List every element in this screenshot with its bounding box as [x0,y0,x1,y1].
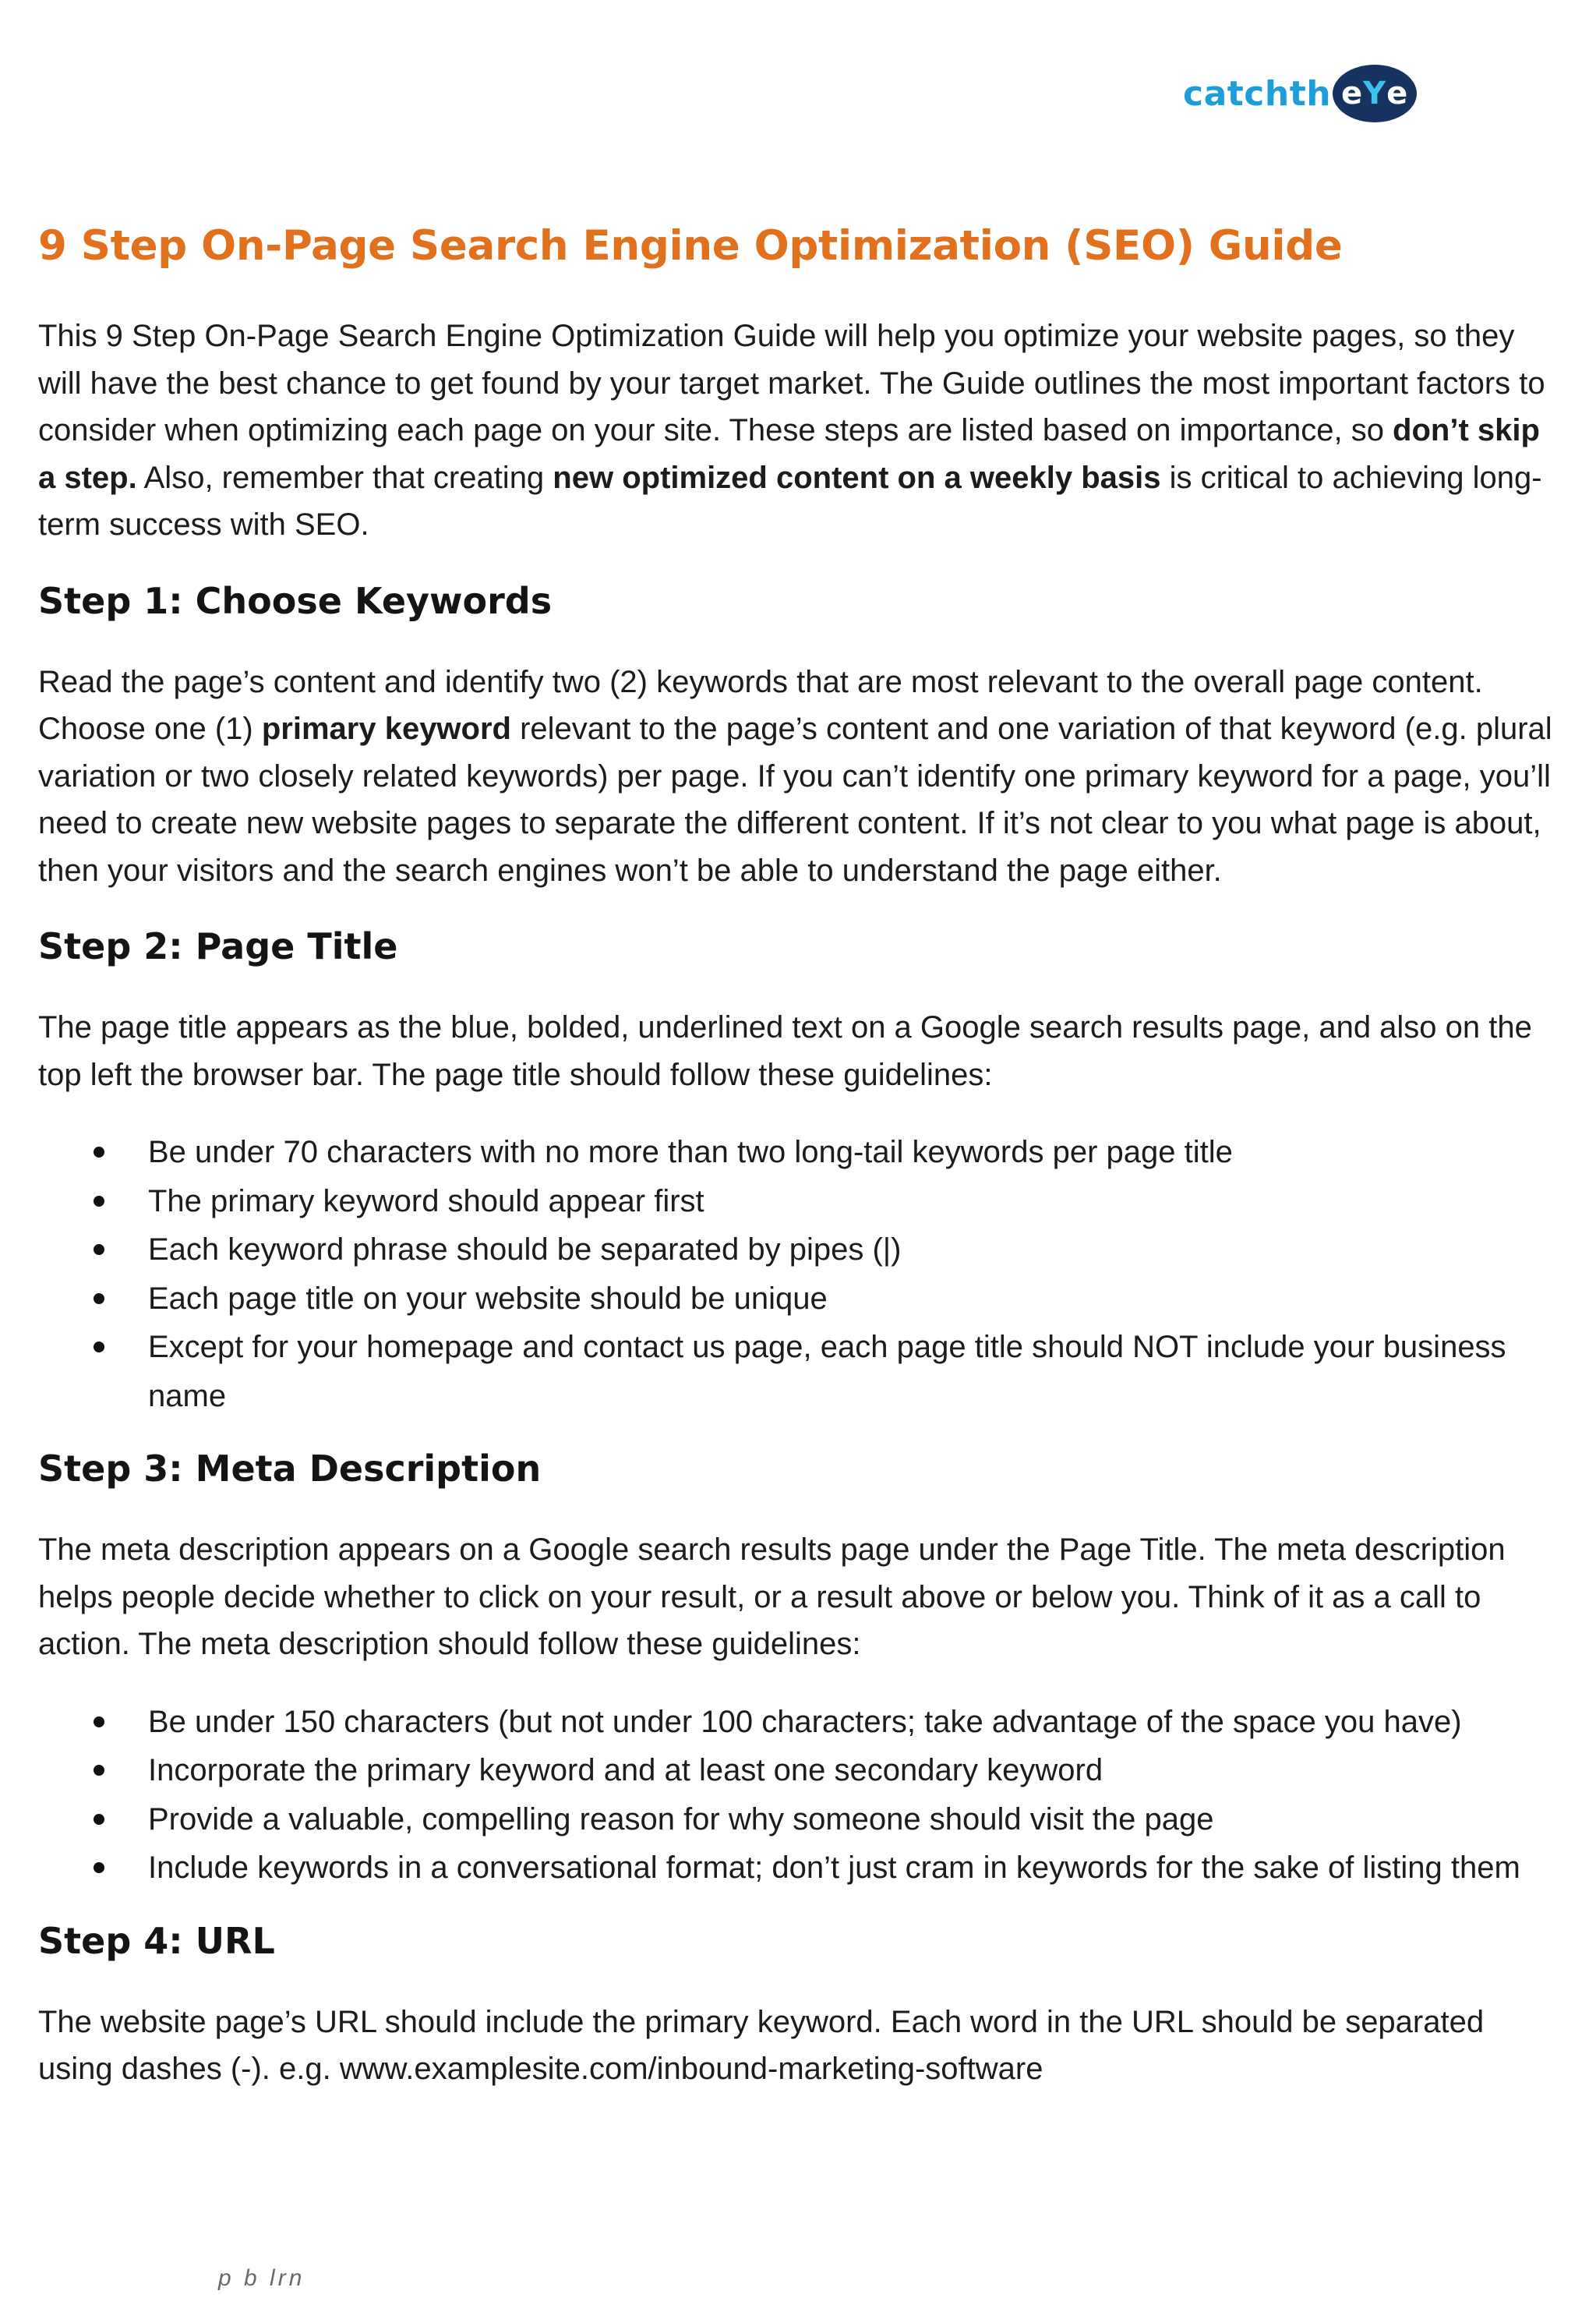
intro-text-3: is critical to achieving long-term success with SEO. [38,460,1542,542]
logo-eye-letter-2: Y [1363,76,1387,111]
intro-paragraph [38,313,1558,549]
footer-scan-mark: p b lrn [218,2265,305,2291]
step3-paragraph: The meta description appears on a Google search results page under the Page Title. The meta description helps people decide whether to click on your result, or a result above or below you. Think of it as a call to action. The meta description should follow these guidelines: [38,1532,1506,1661]
list-item: Include keywords in a conversational format; don’t just cram in keywords for the sake of listing them [38,1844,1558,1893]
logo-eye-letter-3: e [1386,76,1409,111]
intro-text-2: Also, remember that creating [136,460,553,495]
list-item: Each keyword phrase should be separated by pipes (|) [38,1225,1558,1274]
step3-guidelines-list [38,1698,1558,1893]
step3-heading: Step 3: Meta Description [38,1448,542,1490]
page-title: 9 Step On-Page Search Engine Optimization (SEO) Guide [38,222,1343,270]
step1-paragraph [38,659,1558,895]
list-item: Each page title on your website should be unique [38,1274,1558,1324]
step1-bold-1: primary keyword [261,712,511,746]
list-item: The primary keyword should appear first [38,1177,1558,1226]
list-item: Except for your homepage and contact us page, each page title should NOT include your business name [38,1323,1558,1420]
list-item: Be under 150 characters (but not under 100 characters; take advantage of the space you have) [38,1698,1558,1747]
list-item: Provide a valuable, compelling reason for why someone should visit the page [38,1795,1558,1844]
logo-eye-letter-1: e [1340,76,1364,111]
step2-heading: Step 2: Page Title [38,925,398,967]
step2-paragraph: The page title appears as the blue, bolded, underlined text on a Google search results page, and also on the top left the browser bar. The page title should follow these guidelines: [38,1010,1532,1092]
intro-bold-2: new optimized content on a weekly basis [553,460,1161,495]
intro-text-1: This 9 Step On-Page Search Engine Optimization Guide will help you optimize your website pages, so they will have the best chance to get found by your target market. The Guide outlines the most important factors to consider when optimizing each page on your site. These steps are listed based on importance, so [38,319,1545,447]
step4-paragraph: The website page’s URL should include the primary keyword. Each word in the URL should be separated using dashes (-). e.g. www.examplesite.com/inbound-marketing-software [38,2004,1485,2086]
list-item: Incorporate the primary keyword and at least one secondary keyword [38,1746,1558,1795]
step1-text-1: Read the page’s content and identify two (2) keywords that are most relevant to the overall page content. Choose one (1) [38,664,1483,746]
logo-eye-badge [1333,65,1417,122]
step1-text-2: relevant to the page’s content and one variation of that keyword (e.g. plural variation or two closely related keywords) per page. If you can’t identify one primary keyword for a page, you’ll need to create new website pages to separate the different content. If it’s not clear to you what page is about, then your visitors and the search engines won’t be able to understand the page either. [38,712,1552,888]
intro-bold-1: don’t skip a step. [38,413,1540,495]
list-item: Be under 70 characters with no more than two long-tail keywords per page title [38,1128,1558,1177]
step2-guidelines-list [38,1128,1558,1420]
document-content [38,220,1558,2093]
logo-text: catchth [1183,73,1332,114]
step1-heading: Step 1: Choose Keywords [38,579,553,622]
step4-heading: Step 4: URL [38,1919,275,1962]
catchtheye-logo [1183,64,1417,123]
